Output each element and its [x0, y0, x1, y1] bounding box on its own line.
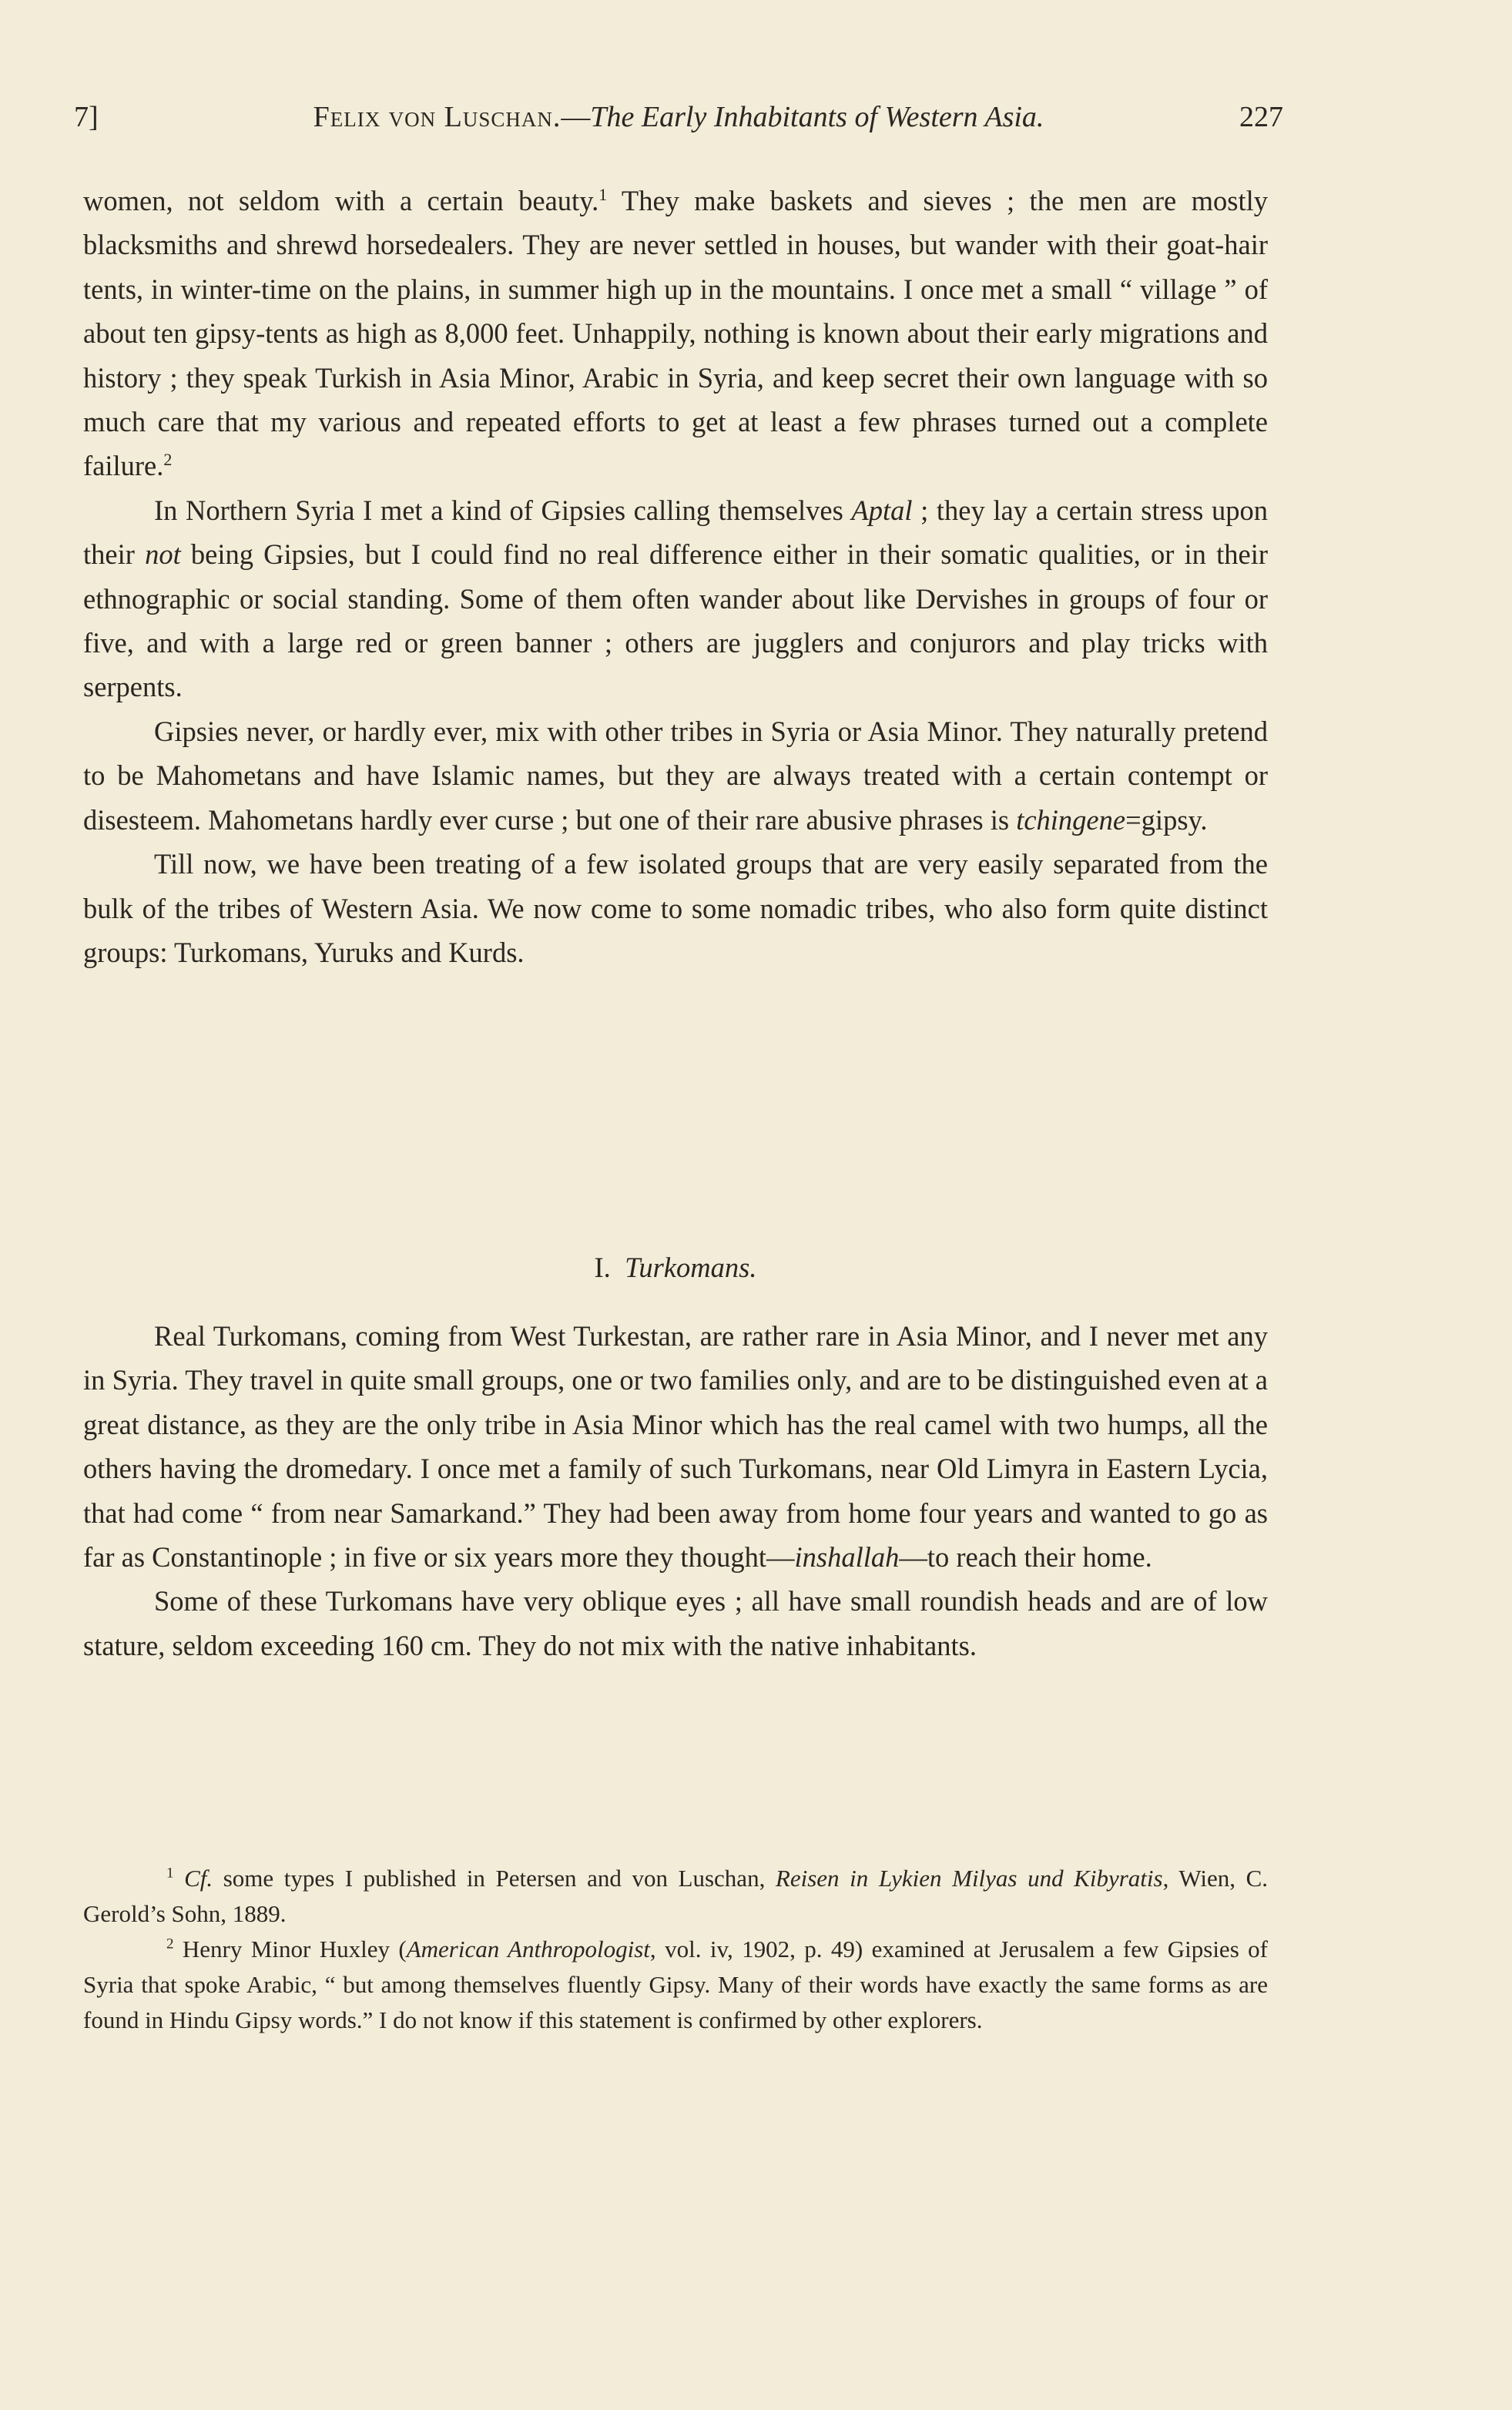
text-run: Henry Minor Huxley ( — [173, 1936, 407, 1963]
body-text-section — [83, 1314, 1268, 1668]
text-run: They make baskets and sieves ; the men are mostly blacksmiths and shrewd horsedealers. They are never settled in houses, but wander with their goat-hair tents, in winter-time on the plains, in summer high up in the mountains. I once met a small “ village ” of about ten gipsy-tents as high as 8,000 feet. Unhappily, nothing is known about their early migrations and history ; they speak Turkish in Asia Minor, Arabic in Syria, and keep secret their own language with so much care that my various and repeated efforts to get at least a few phrases turned out a complete failure. — [83, 185, 1268, 482]
text-run: Some of these Turkomans have very oblique eyes ; all have small roundish heads and are of low stature, seldom exceeding 160 cm. They do not mix with the native inhabitants. — [83, 1585, 1268, 1661]
text-run: —to reach their home. — [899, 1541, 1152, 1574]
header-author: Felix von Luschan. — [313, 101, 562, 133]
text-run: ; they lay a certain stress upon their — [83, 494, 1269, 571]
footnote-marker: 2 — [163, 450, 173, 470]
text-run: women, not seldom with a certain beauty. — [83, 185, 599, 216]
section-title: Turkomans. — [625, 1252, 757, 1283]
footnotes — [83, 1861, 1268, 2038]
italic-run: Reisen in Lykien Milyas und Kibyratis — [775, 1865, 1163, 1892]
footnote-marker: 2 — [166, 1936, 174, 1952]
paragraph — [83, 1314, 1268, 1579]
text-run: some types I published in Petersen and von Luschan, — [213, 1865, 776, 1892]
body-text — [83, 179, 1268, 974]
text-run: Real Turkomans, coming from West Turkestan, are rather rare in Asia Minor, and I never met any in Syria. They travel in quite small groups, one or two families only, and are to be distinguished even at a great distance, as they are the only tribe in Asia Minor which has the real camel with two humps, all the others having the dromedary. I once met a family of such Turkomans, near Old Limyra in Eastern Lycia, that had come “ from near Samarkand.” They had been away from home four years and wanted to go as far as Constantinople ; in five or six years more they thought— — [83, 1320, 1268, 1574]
text-run: , Wien, C. Gerold’s Sohn, 1889. — [83, 1865, 1268, 1927]
paragraph — [83, 709, 1268, 842]
footnote-marker: 1 — [598, 184, 608, 204]
text-run: In Northern Syria I met a kind of Gipsies calling themselves — [154, 494, 852, 526]
italic-run: inshallah — [794, 1541, 900, 1574]
section-mark: 7] — [74, 101, 99, 133]
italic-run: American Anthropologist — [406, 1936, 650, 1963]
italic-run: Cf. — [184, 1865, 213, 1892]
page-number: 227 — [1239, 101, 1283, 133]
running-header — [74, 91, 1283, 145]
footnote-marker: 1 — [166, 1865, 174, 1882]
footnote — [83, 1932, 1268, 2038]
section-heading — [83, 1251, 1268, 1284]
footnote — [83, 1861, 1268, 1932]
paragraph — [83, 488, 1268, 709]
text-run: being Gipsies, but I could find no real difference either in their somatic qualities, or in their ethnographic or social standing. Some of them often wander about like Dervishes in groups of four or five, and with a large red or green banner ; others are jugglers and conjurors and play tricks with serpents. — [83, 538, 1269, 703]
header-title: The Early Inhabitants of Western Asia. — [590, 101, 1044, 133]
paragraph — [83, 1579, 1268, 1668]
text-run: =gipsy. — [1125, 803, 1208, 836]
running-title: Felix von Luschan.—The Early Inhabitants of Western Asia. — [313, 101, 1044, 133]
text-run — [174, 1865, 185, 1892]
paragraph — [83, 842, 1268, 974]
text-run: , vol. iv, 1902, p. 49) examined at Jerusalem a few Gipsies of Syria that spoke Arabic, “ but among themselves fluently Gipsy. Many of their words have exactly the same forms as are found in Hindu Gipsy words.” I do not know if this statement is confirmed by other explorers. — [83, 1936, 1268, 2033]
italic-run: tchingene — [1016, 803, 1126, 836]
text-run: Till now, we have been treating of a few isolated groups that are very easily separated from the bulk of the tribes of Western Asia. We now come to some nomadic tribes, who also form quite distinct groups: Turkomans, Yuruks and Kurds. — [83, 848, 1268, 968]
text-run: Gipsies never, or hardly ever, mix with other tribes in Syria or Asia Minor. They naturally pretend to be Mahometans and have Islamic names, but they are always treated with a certain contempt or disesteem. Mahometans hardly ever curse ; but one of their rare abusive phrases is — [83, 715, 1268, 836]
section-number: I. — [594, 1252, 611, 1283]
italic-run: Aptal — [851, 494, 913, 526]
paragraph — [83, 179, 1268, 488]
italic-run: not — [145, 538, 181, 571]
